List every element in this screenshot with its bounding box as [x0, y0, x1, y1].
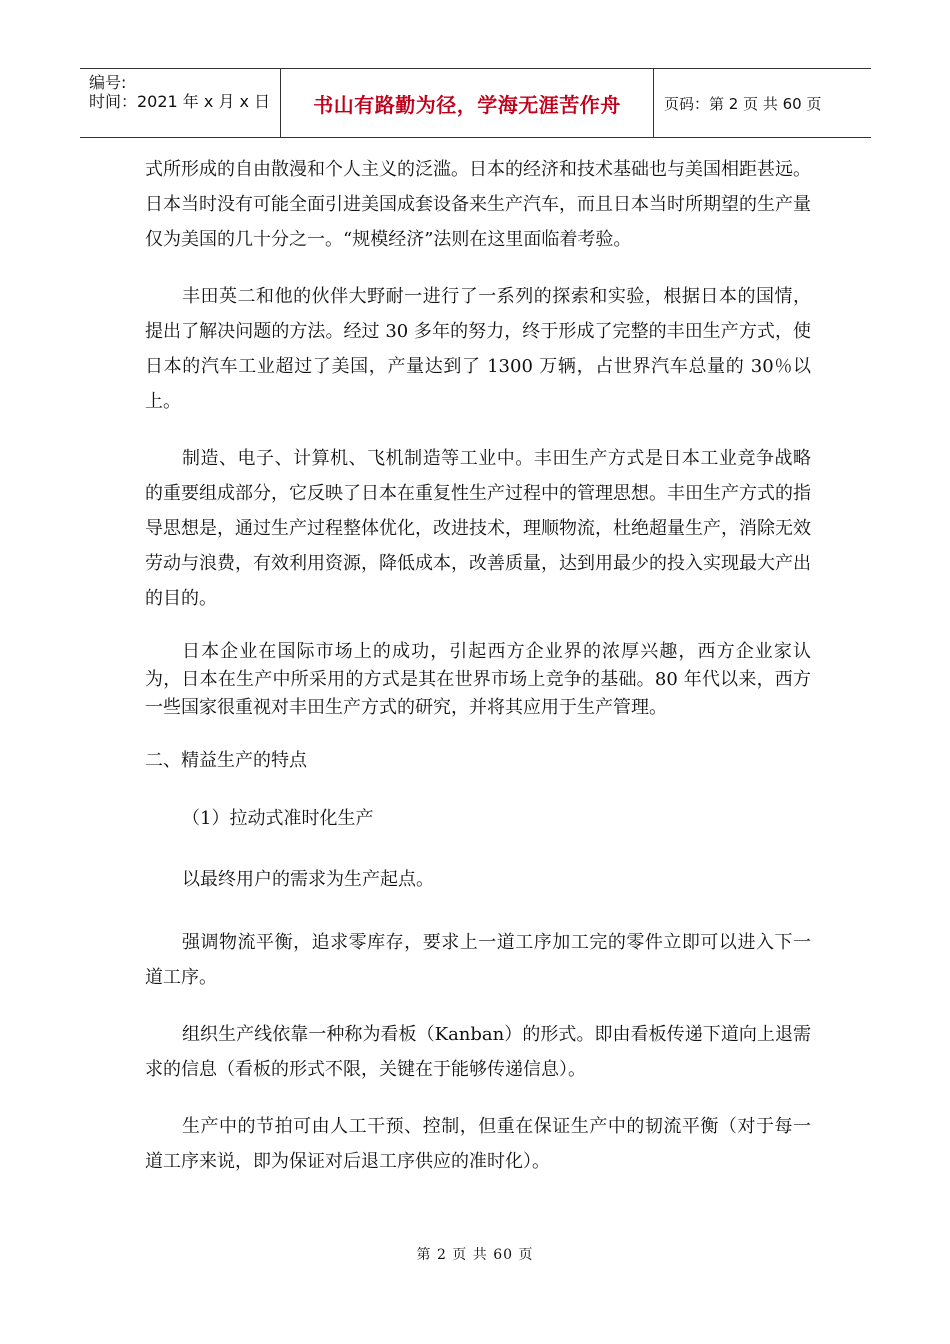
header-page-info [654, 69, 871, 137]
paragraph: 组织生产线依靠一种称为看板（Kanban）的形式。即由看板传递下道向上退需求的信息（看板的形式不限，关键在于能够传递信息）。 [145, 1024, 811, 1080]
document-body [145, 152, 811, 1201]
page-info-text: 页码：第 2 页 共 60 页 [664, 94, 822, 113]
header-meta [80, 69, 281, 137]
paragraph: 式所形成的自由散漫和个人主义的泛滥。日本的经济和技术基础也与美国相距甚远。日本当时没有可能全面引进美国成套设备来生产汽车，而且日本当时所期望的生产量仅为美国的几十分之一。“规模经济”法则在这里面临着考验。 [145, 159, 811, 250]
paragraph: 生产中的节拍可由人工干预、控制，但重在保证生产中的韧流平衡（对于每一道工序来说，即为保证对后退工序供应的准时化）。 [145, 1116, 811, 1172]
paragraph: 以最终用户的需求为生产起点。 [182, 869, 434, 890]
paragraph: 日本企业在国际市场上的成功，引起西方企业界的浓厚兴趣，西方企业家认为，日本在生产中所采用的方式是其在世界市场上竞争的基础。80 年代以来，西方一些国家很重视对丰田生产方式的研究，并将其应用于生产管理。 [145, 641, 811, 718]
section-heading: 二、精益生产的特点 [145, 750, 307, 771]
paragraph: 制造、电子、计算机、飞机制造等工业中。丰田生产方式是日本工业竞争战略的重要组成部分，它反映了日本在重复性生产过程中的管理思想。丰田生产方式的指导思想是，通过生产过程整体优化，改进技术，理顺物流，杜绝超量生产，消除无效劳动与浪费，有效利用资源，降低成本，改善质量，达到用最少的投入实现最大产出的目的。 [145, 448, 811, 609]
paragraph: 丰田英二和他的伙伴大野耐一进行了一系列的探索和实验，根据日本的国情，提出了解决问题的方法。经过 30 多年的努力，终于形成了完整的丰田生产方式，使日本的汽车工业超过了美国，产量达到了 1300 万辆，占世界汽车总量的 30％以上。 [145, 286, 811, 412]
page-footer: 第 2 页 共 60 页 [416, 1247, 534, 1263]
date-label: 时间：2021 年 x 月 x 日 [89, 92, 271, 111]
code-label: 编号: [89, 73, 127, 92]
sub-heading: （1）拉动式准时化生产 [182, 808, 374, 829]
motto-text: 书山有路勤为径，学海无涯苦作舟 [313, 92, 621, 117]
page-header [80, 68, 871, 138]
paragraph: 强调物流平衡，追求零库存，要求上一道工序加工完的零件立即可以进入下一道工序。 [145, 932, 811, 988]
header-motto-cell [281, 69, 654, 137]
